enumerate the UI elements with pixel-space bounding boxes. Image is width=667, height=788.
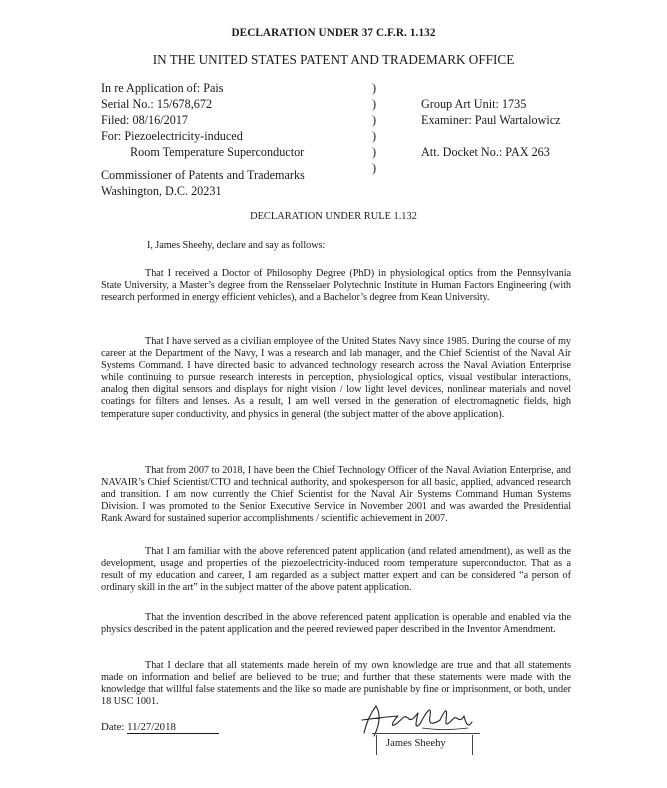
office-heading: IN THE UNITED STATES PATENT AND TRADEMARK OFFICE xyxy=(152,52,515,67)
signature-line xyxy=(372,733,480,734)
paragraph-text: That I received a Doctor of Philosophy Degree (PhD) in physiological optics from the Pennsylvania State University, a Master’s degree from the Rensselaer Polytechnic Institute in Human Factors Engineering (with research performed in energy efficient vehicles), and a Bachelor’s degree from Kean University. xyxy=(101,268,571,304)
paragraph-text: That I declare that all statements made herein of my own knowledge are true and that all statements made on information and belief are believed to be true; and further that these statements were made with the knowledge that willful false statements and the like so made are punishable by fine or imprisonment, or both, under 18 USC 1001. xyxy=(101,660,571,708)
caption-paren: ) xyxy=(372,113,377,127)
caption-examiner: Examiner: Paul Wartalowicz xyxy=(421,113,561,127)
caption-title-line2: Room Temperature Superconductor xyxy=(130,145,305,159)
paragraph-truth-statement xyxy=(101,660,571,708)
signature-bracket xyxy=(472,735,473,755)
signature-bracket xyxy=(376,735,377,755)
paragraph-navy-service xyxy=(101,336,571,421)
caption-group-art-unit: Group Art Unit: 1735 xyxy=(421,97,527,111)
paragraph-text: That the invention described in the above referenced patent application is operable and enabled via the physics described in the patent application and the peered reviewed paper described in the Inventor Amendment. xyxy=(101,612,571,636)
paragraph-education xyxy=(101,268,571,304)
caption-for: For: Piezoelectricity-induced xyxy=(101,129,243,143)
caption-paren: ) xyxy=(372,161,377,175)
signer-name: James Sheehy xyxy=(386,738,446,749)
addressee-line2: Washington, D.C. 20231 xyxy=(101,184,222,198)
caption-paren: ) xyxy=(372,81,377,95)
addressee-line1: Commissioner of Patents and Trademarks xyxy=(101,168,305,182)
caption-serial: Serial No.: 15/678,672 xyxy=(101,97,213,111)
paragraph-text: That from 2007 to 2018, I have been the Chief Technology Officer of the Naval Aviation Enterprise, and NAVAIR’s Chief Scientist/CTO and technical authority, and spokesperson for all basic, applied, advanced research and transition. I am now currently the Chief Scientist for the Naval Air Systems Command Human Systems Division. I was promoted to the Senior Executive Service in November 2001 and was awarded the Presidential Rank Award for sustained superior accomplishments / scientific achievement in 2007. xyxy=(101,465,571,525)
caption-paren: ) xyxy=(372,129,377,143)
caption-paren: ) xyxy=(372,97,377,111)
date-label: Date: xyxy=(101,721,125,733)
paragraph-familiarity xyxy=(101,546,571,594)
caption-docket: Att. Docket No.: PAX 263 xyxy=(421,145,550,159)
paragraph-text: That I have served as a civilian employee of the United States Navy since 1985. During the course of my career at the Department of the Navy, I was a research and lab manager, and the Chief Scientist of the Naval Air Systems Command. I have directed basic to advanced technology research across the Naval Aviation Enterprise while continuing to pursue research interests in perception, physiological optics, visual vestibular interactions, analog then digital sensors and displays for night vision / low light level devices, nonlinear materials and novel coatings for filters and lenses. As a result, I am well versed in the generation of electromagnetic fields, high temperature super conductivity, and physics in general (the subject matter of the above application). xyxy=(101,336,571,420)
paragraph-cto-role xyxy=(101,465,571,525)
caption-applicant: In re Application of: Pais xyxy=(101,81,224,95)
paragraph-text: That I am familiar with the above referenced patent application (and related amendment), as well as the development, usage and properties of the piezoelectricity-induced room temperature superconductor. That as a result of my education and career, I am regarded as a subject matter expert and can be considered “a person of ordinary skill in the art” in the subject matter of the above patent application. xyxy=(101,546,571,594)
date-line xyxy=(101,721,219,734)
declaration-heading: DECLARATION UNDER 37 C.F.R. 1.132 xyxy=(231,27,436,39)
caption-filed: Filed: 08/16/2017 xyxy=(101,113,189,127)
caption-paren: ) xyxy=(372,145,377,159)
date-value: 11/27/2018 xyxy=(127,722,219,734)
rule-title: DECLARATION UNDER RULE 1.132 xyxy=(250,211,417,222)
paragraph-operability xyxy=(101,612,571,636)
intro-statement: I, James Sheehy, declare and say as follows: xyxy=(147,240,326,251)
